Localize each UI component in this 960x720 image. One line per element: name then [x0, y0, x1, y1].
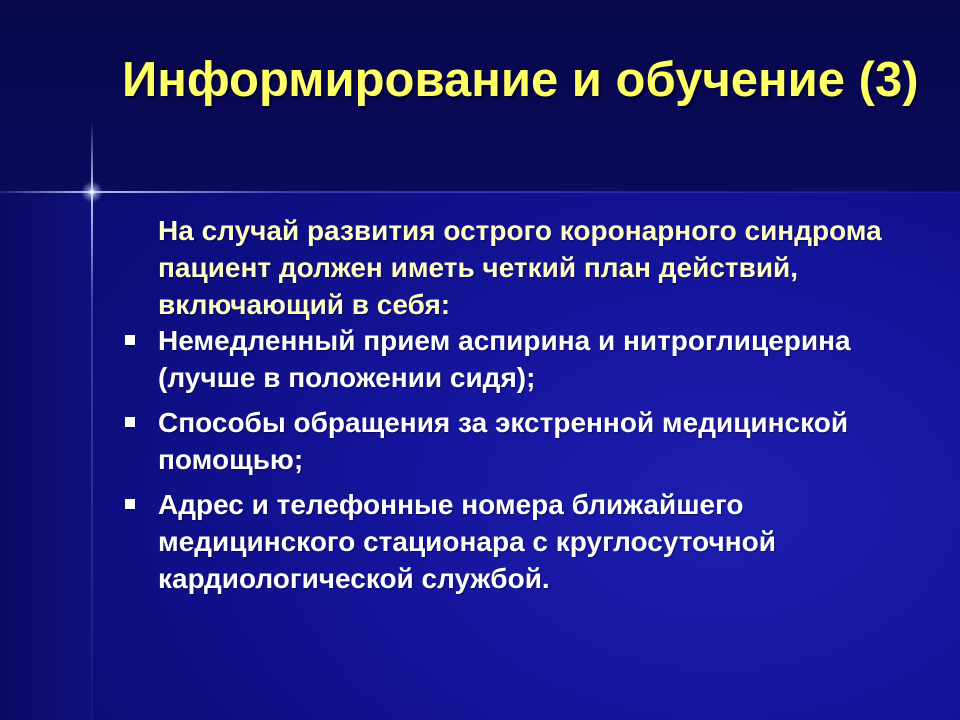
intro-text: На случай развития острого коронарного синдрома пациент должен иметь четкий план действий, включающий в себя: — [158, 215, 882, 320]
bullet-text: Адрес и телефонные номера ближайшего медицинского стационара с круглосуточной кардиологической службой. — [158, 489, 776, 594]
square-bullet-icon — [125, 499, 135, 509]
bullet-item — [122, 486, 922, 597]
bullet-list — [122, 322, 922, 605]
sparkle-icon — [81, 181, 103, 203]
bullet-item — [122, 322, 922, 396]
square-bullet-icon — [125, 417, 135, 427]
square-bullet-icon — [125, 335, 135, 345]
horizontal-divider — [0, 191, 960, 193]
slide-title: Информирование и обучение (3) — [122, 53, 919, 107]
bullet-text: Способы обращения за экстренной медицинской помощью; — [158, 407, 849, 475]
left-band — [0, 192, 92, 720]
bullet-text: Немедленный прием аспирина и нитроглицерина (лучше в положении сидя); — [158, 325, 851, 393]
bullet-item — [122, 404, 922, 478]
vertical-divider — [91, 120, 93, 720]
